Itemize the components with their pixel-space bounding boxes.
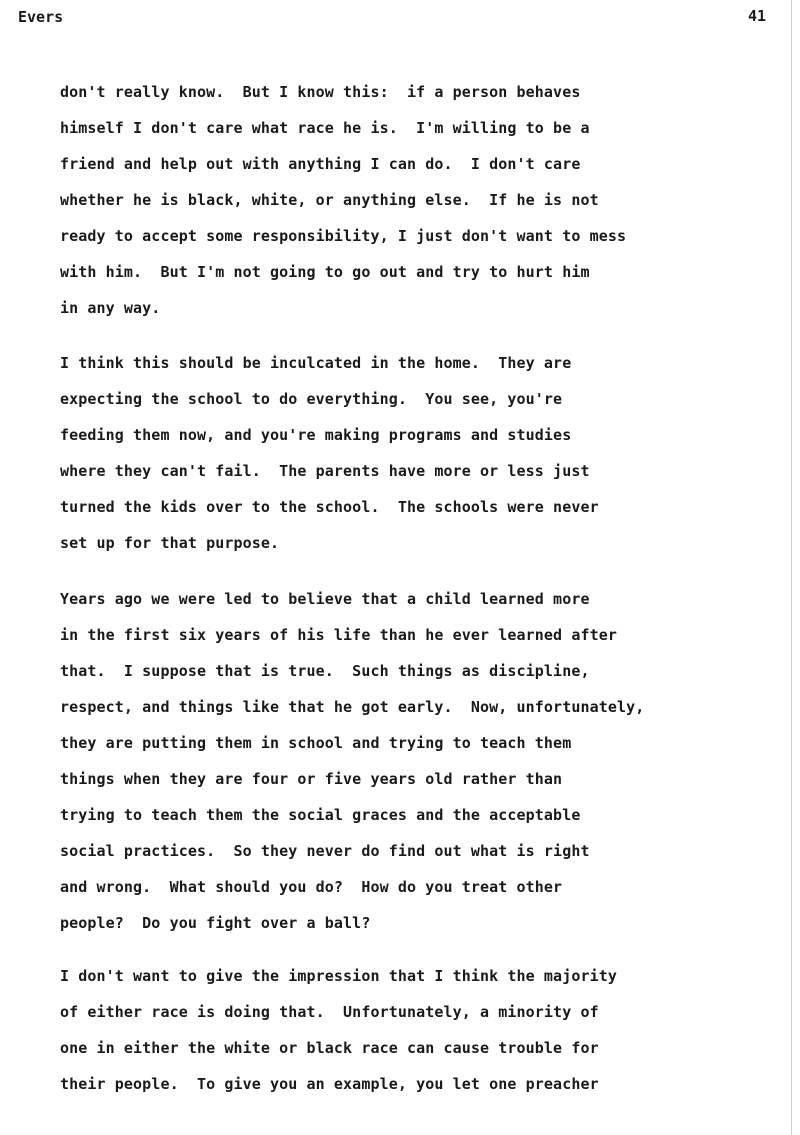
paragraph (60, 958, 780, 1102)
text-line: turned the kids over to the school. The schools were never (60, 498, 599, 516)
text-line: their people. To give you an example, you let one preacher (60, 1075, 599, 1093)
text-line: in any way. (60, 299, 161, 317)
text-line: himself I don't care what race he is. I'm willing to be a (60, 119, 590, 137)
text-line: I don't want to give the impression that I think the majority (60, 967, 617, 985)
paragraph (60, 581, 780, 941)
text-line: social practices. So they never do find out what is right (60, 842, 590, 860)
text-line: whether he is black, white, or anything else. If he is not (60, 191, 599, 209)
text-line: people? Do you fight over a ball? (60, 914, 371, 932)
text-line: with him. But I'm not going to go out and try to hurt him (60, 263, 590, 281)
text-line: feeding them now, and you're making programs and studies (60, 426, 572, 444)
text-line: that. I suppose that is true. Such things as discipline, (60, 662, 590, 680)
text-line: trying to teach them the social graces and the acceptable (60, 806, 581, 824)
text-line: Years ago we were led to believe that a child learned more (60, 590, 590, 608)
text-line: respect, and things like that he got early. Now, unfortunately, (60, 698, 645, 716)
text-line: expecting the school to do everything. You see, you're (60, 390, 563, 408)
text-line: set up for that purpose. (60, 534, 280, 552)
text-line: one in either the white or black race can cause trouble for (60, 1039, 599, 1057)
page-number: 41 (748, 7, 767, 25)
paragraph (60, 74, 780, 326)
text-line: where they can't fail. The parents have more or less just (60, 462, 590, 480)
text-line: friend and help out with anything I can do. I don't care (60, 155, 581, 173)
page-edge-divider (791, 0, 792, 1135)
text-line: I think this should be inculcated in the home. They are (60, 354, 572, 372)
text-line: ready to accept some responsibility, I just don't want to mess (60, 227, 627, 245)
text-line: they are putting them in school and trying to teach them (60, 734, 572, 752)
text-line: of either race is doing that. Unfortunately, a minority of (60, 1003, 599, 1021)
text-line: don't really know. But I know this: if a person behaves (60, 83, 581, 101)
text-line: in the first six years of his life than he ever learned after (60, 626, 617, 644)
paragraph (60, 345, 780, 561)
text-line: and wrong. What should you do? How do you treat other (60, 878, 563, 896)
text-line: things when they are four or five years old rather than (60, 770, 563, 788)
header-name: Evers (18, 8, 64, 26)
